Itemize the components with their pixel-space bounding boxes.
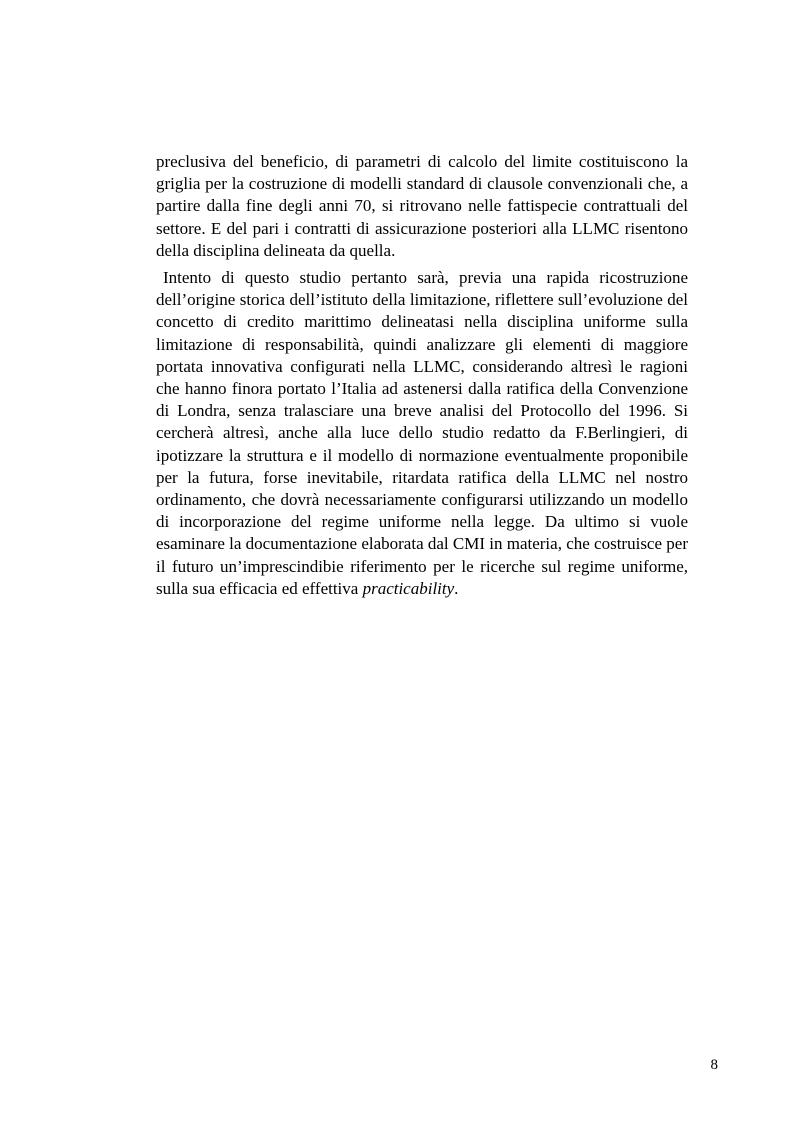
paragraph-2-text: Intento di questo studio pertanto sarà, previa una rapida ricostruzione dell’origine storica dell’istituto della limitazione, riflettere sull’evoluzione del concetto di credito marittimo delineatasi nella disciplina uniforme sulla limitazione di responsabilità, quindi analizzare gli elementi di maggiore portata innovativa configurati nella LLMC, considerando altresì le ragioni che hanno finora portato l’Italia ad astenersi dalla ratifica della Convenzione di Londra, senza tralasciare una breve analisi del Protocollo del 1996. Si cercherà altresì, anche alla luce dello studio redatto da F.Berlingieri, di ipotizzare la struttura e il modello di normazione eventualmente proponibile per la futura, forse inevitabile, ritardata ratifica della LLMC nel nostro ordinamento, che dovrà necessariamente configurarsi utilizzando un modello di incorporazione del regime uniforme nella legge. Da ultimo si vuole esaminare la documentazione elaborata dal CMI in materia, che costruisce per il futuro un’imprescindibie riferimento per le ricerche sul regime uniforme, sulla sua efficacia ed effettiva (156, 268, 688, 598)
body-text (156, 151, 688, 600)
paragraph-2 (156, 267, 688, 600)
page-number: 8 (710, 1057, 718, 1073)
paragraph-2-end: . (454, 578, 459, 598)
paragraph-1: preclusiva del beneficio, di parametri di calcolo del limite costituiscono la griglia per la costruzione di modelli standard di clausole convenzionali che, a partire dalla fine degli anni 70, si ritrovano nelle fattispecie contrattuali del settore. E del pari i contratti di assicurazione posteriori alla LLMC risentono della disciplina delineata da quella. (156, 152, 688, 260)
practicability-term: practicability (362, 578, 455, 598)
